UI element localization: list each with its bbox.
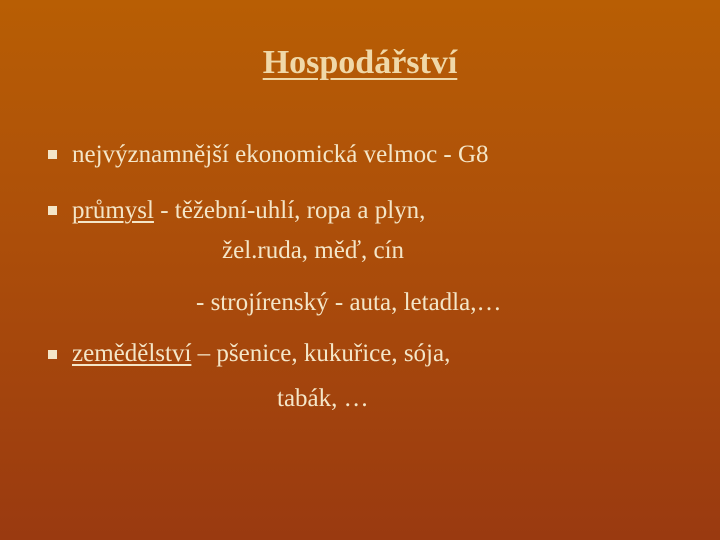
bullet-text-industry [72, 196, 425, 226]
keyword-agriculture: zemědělství [72, 340, 192, 367]
square-bullet-icon [48, 150, 57, 159]
agriculture-text: – pšenice, kukuřice, sója, [191, 340, 451, 367]
keyword-industry: průmysl [72, 197, 154, 224]
industry-text: - těžební-uhlí, ropa a plyn, [153, 197, 426, 224]
slide-title: Hospodářství [262, 44, 458, 81]
square-bullet-icon [48, 206, 57, 215]
industry-engineering: - strojírenský - auta, letadla,… [196, 289, 502, 316]
bullet-text-economy: nejvýznamnější ekonomická velmoc - G8 [72, 141, 489, 168]
bullet-text-agriculture [72, 339, 450, 369]
square-bullet-icon [48, 350, 57, 359]
industry-continuation: žel.ruda, měď, cín [222, 237, 405, 264]
agriculture-continuation: tabák, … [277, 385, 369, 412]
